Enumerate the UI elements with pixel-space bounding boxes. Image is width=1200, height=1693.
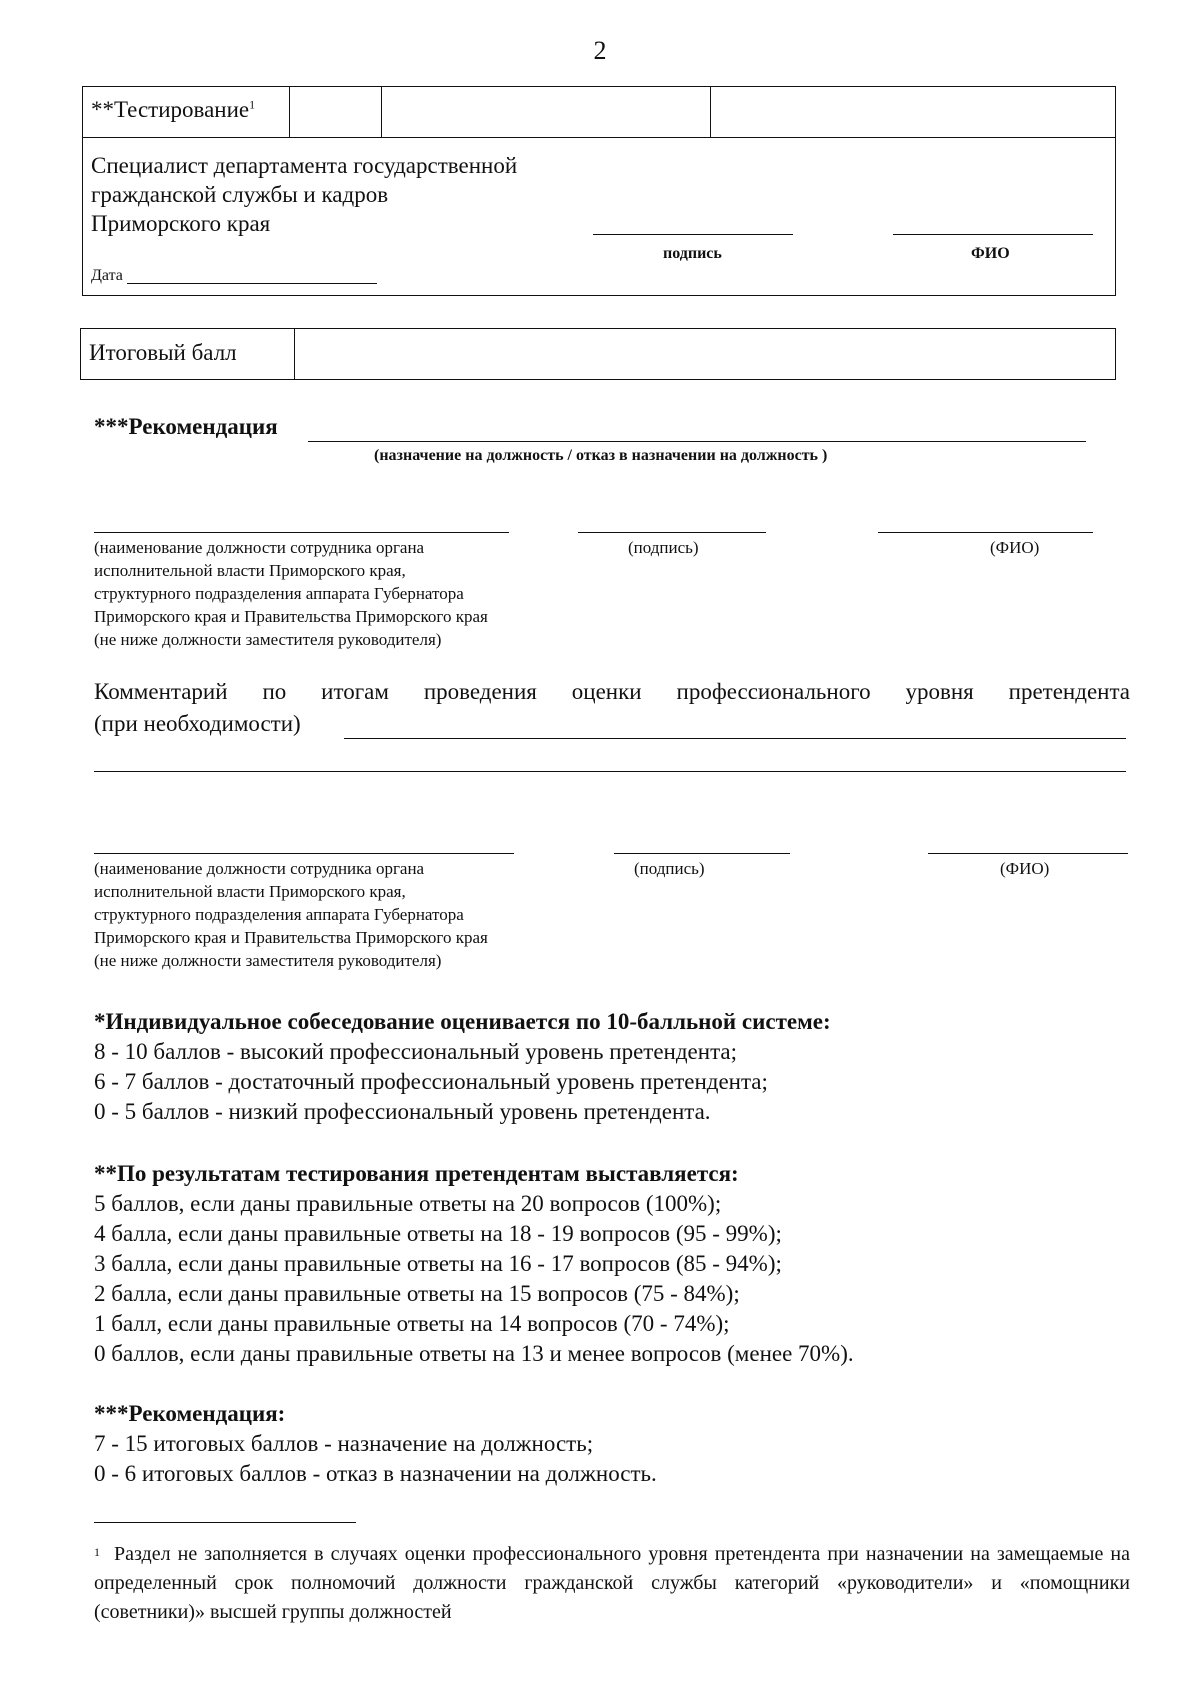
position-caption — [94, 857, 488, 972]
caption-line: (наименование должности сотрудника органа — [94, 859, 425, 878]
caption-line: (наименование должности сотрудника органа — [94, 538, 425, 557]
page-number: 2 — [593, 36, 607, 65]
total-score-table — [80, 328, 1116, 380]
date-label: Дата — [91, 267, 123, 284]
caption-line: исполнительной власти Приморского края, — [94, 882, 406, 901]
caption-line: Приморского края и Правительства Приморского края — [94, 607, 488, 626]
recommendation-label: ***Рекомендация — [94, 414, 278, 439]
recommendation-note-line: 7 - 15 итоговых баллов - назначение на должность; — [94, 1431, 594, 1456]
date-line[interactable] — [127, 283, 377, 284]
specialist-title — [91, 151, 517, 238]
footnote-separator — [94, 1522, 356, 1523]
testing-note-title: **По результатам тестирования претендентам выставляется: — [94, 1161, 739, 1186]
testing-label: **Тестирование — [91, 97, 250, 122]
interview-note-line: 0 - 5 баллов - низкий профессиональный уровень претендента. — [94, 1099, 711, 1124]
specialist-line: гражданской службы и кадров — [91, 182, 389, 207]
signature-caption: (подпись) — [628, 538, 699, 557]
recommendation-line[interactable] — [308, 441, 1086, 442]
fio-caption: (ФИО) — [1000, 859, 1050, 878]
testing-row — [83, 87, 1115, 138]
footnote-ref: 1 — [249, 97, 256, 112]
caption-line: (не ниже должности заместителя руководителя) — [94, 630, 442, 649]
interview-note — [94, 1007, 1154, 1127]
total-score-label: Итоговый балл — [81, 329, 295, 379]
testing-table — [82, 86, 1116, 296]
signature-caption: (подпись) — [634, 859, 705, 878]
comment-line-2: (при необходимости) — [94, 711, 301, 736]
position-line[interactable] — [94, 532, 509, 533]
fio-caption: ФИО — [971, 245, 1010, 262]
signature-caption: подпись — [663, 245, 722, 262]
recommendation-note-line: 0 - 6 итоговых баллов - отказ в назначении на должность. — [94, 1461, 657, 1486]
caption-line: структурного подразделения аппарата Губернатора — [94, 905, 464, 924]
specialist-line: Приморского края — [91, 211, 271, 236]
recommendation-caption: (назначение на должность / отказ в назначении на должность ) — [374, 447, 828, 464]
fio-caption: (ФИО) — [990, 538, 1040, 557]
testing-note-line: 4 балла, если даны правильные ответы на 18 - 19 вопросов (95 - 99%); — [94, 1221, 782, 1246]
comment-input-line[interactable] — [94, 771, 1126, 772]
fio-line[interactable] — [878, 532, 1093, 533]
footnote-text: Раздел не заполняется в случаях оценки профессионального уровня претендента при назначении на замещаемые на определенный срок полномочий должности гражданской службы категорий «руководители» и «помощники (советники)» высшей группы должностей — [94, 1543, 1130, 1623]
testing-note-line: 2 балла, если даны правильные ответы на 15 вопросов (75 - 84%); — [94, 1281, 740, 1306]
signature-line[interactable] — [578, 532, 766, 533]
interview-note-title: *Индивидуальное собеседование оценивается по 10-балльной системе: — [94, 1009, 831, 1034]
signature-line[interactable] — [614, 853, 790, 854]
recommendation-note-title: ***Рекомендация: — [94, 1401, 286, 1426]
caption-line: Приморского края и Правительства Приморского края — [94, 928, 488, 947]
interview-note-line: 8 - 10 баллов - высокий профессиональный уровень претендента; — [94, 1039, 738, 1064]
footnote-mark: 1 — [94, 1545, 100, 1559]
fio-line[interactable] — [928, 853, 1128, 854]
fio-line[interactable] — [893, 234, 1093, 235]
footnote — [94, 1540, 1130, 1627]
position-line[interactable] — [94, 853, 514, 854]
caption-line: исполнительной власти Приморского края, — [94, 561, 406, 580]
interview-note-line: 6 - 7 баллов - достаточный профессиональный уровень претендента; — [94, 1069, 768, 1094]
testing-note-line: 1 балл, если даны правильные ответы на 14 вопросов (70 - 74%); — [94, 1311, 730, 1336]
comment-line-1: Комментарий по итогам проведения оценки профессионального уровня претендента — [94, 679, 1130, 704]
comment-block — [94, 676, 1130, 740]
testing-note — [94, 1159, 1154, 1369]
testing-cell-3[interactable] — [382, 87, 711, 137]
comment-input-line[interactable] — [344, 738, 1126, 739]
testing-note-line: 3 балла, если даны правильные ответы на 16 - 17 вопросов (85 - 94%); — [94, 1251, 782, 1276]
specialist-line: Специалист департамента государственной — [91, 153, 518, 178]
testing-note-line: 0 баллов, если даны правильные ответы на 13 и менее вопросов (менее 70%). — [94, 1341, 854, 1366]
signature-line[interactable] — [593, 234, 793, 235]
caption-line: структурного подразделения аппарата Губернатора — [94, 584, 464, 603]
testing-note-line: 5 баллов, если даны правильные ответы на 20 вопросов (100%); — [94, 1191, 722, 1216]
testing-score-cell[interactable] — [290, 87, 382, 137]
position-caption — [94, 536, 488, 651]
caption-line: (не ниже должности заместителя руководителя) — [94, 951, 442, 970]
testing-label-cell — [83, 87, 290, 137]
recommendation-note — [94, 1399, 1154, 1489]
